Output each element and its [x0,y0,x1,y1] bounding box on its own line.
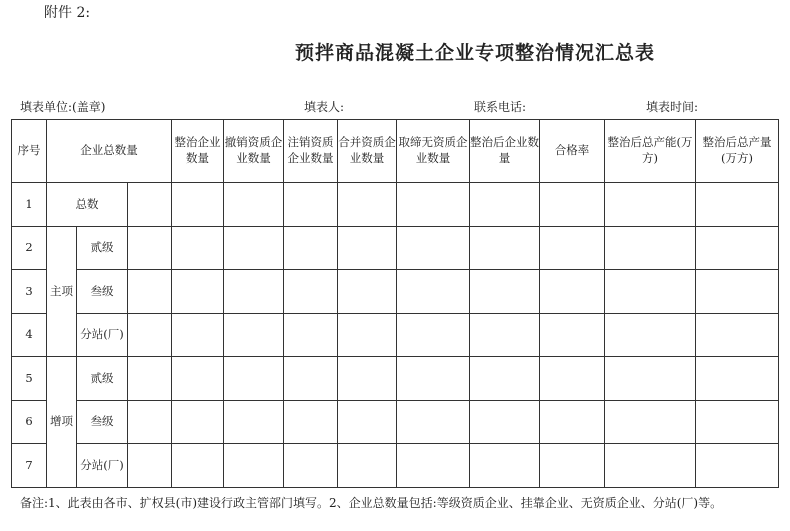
header-col-4: 合并资质企业数量 [338,120,397,183]
table-row [12,270,779,314]
header-col-5: 取缔无资质企业数量 [397,120,470,183]
table-row [12,183,779,227]
row-label: 分站(厂) [77,444,128,488]
table-row [12,357,779,401]
header-col-9: 整治后总产量(万方) [696,120,779,183]
header-col-1: 整治企业数量 [172,120,224,183]
group-main: 主项 [47,226,77,357]
summary-table [11,119,779,488]
row-number: 7 [12,444,47,488]
header-col-8: 整治后总产能(万方) [605,120,696,183]
row-label: 贰级 [77,226,128,270]
table-row [12,226,779,270]
meta-time: 填表时间: [646,100,699,114]
row-number: 1 [12,183,47,227]
table-row [12,313,779,357]
row-number: 5 [12,357,47,401]
row-number: 3 [12,270,47,314]
row-number: 2 [12,226,47,270]
header-total: 企业总数量 [47,120,172,183]
meta-filler: 填表人: [304,100,345,114]
footnote: 备注:1、此表由各市、扩权县(市)建设行政主管部门填写。2、企业总数量包括:等级资质企业、挂靠企业、无资质企业、分站(厂)等。 [20,496,723,510]
row-label: 总数 [47,183,128,227]
row-label: 分站(厂) [77,313,128,357]
meta-phone: 联系电话: [474,100,527,114]
page-title: 预拌商品混凝土企业专项整治情况汇总表 [294,42,655,64]
meta-unit: 填表单位:(盖章) [20,100,106,114]
row-label: 贰级 [77,357,128,401]
header-col-2: 撤销资质企业数量 [224,120,284,183]
row-label: 叁级 [77,400,128,444]
table-row [12,444,779,488]
row-label: 叁级 [77,270,128,314]
header-col-7: 合格率 [540,120,605,183]
group-add: 增项 [47,357,77,488]
table-row [12,400,779,444]
header-col-6: 整治后企业数量 [470,120,540,183]
header-row [12,120,779,183]
attachment-label: 附件 2: [44,5,91,21]
header-col-3: 注销资质企业数量 [284,120,338,183]
row-number: 4 [12,313,47,357]
row-number: 6 [12,400,47,444]
header-seq: 序号 [12,120,47,183]
